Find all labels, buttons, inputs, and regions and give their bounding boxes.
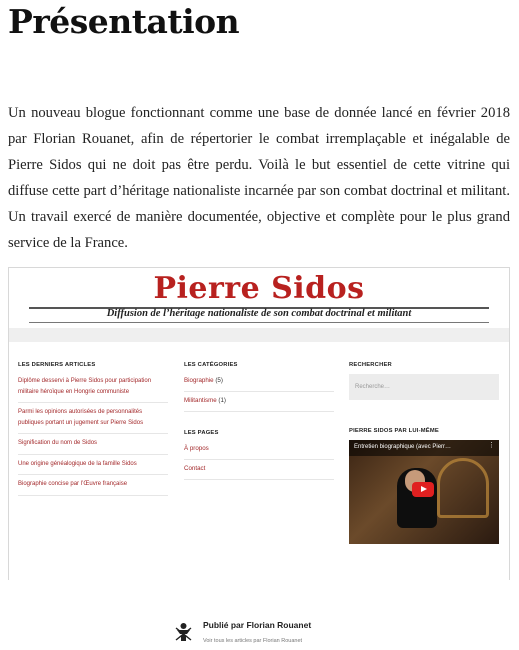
page-link[interactable]: À propos (184, 445, 209, 452)
category-item[interactable] (184, 374, 334, 392)
blog-screenshot (8, 267, 510, 644)
recent-post-link[interactable]: Parmi les opinions autorisées de personnalités publiques portant un jugement sur Pierre Sidos (18, 405, 168, 434)
site-title: Pierre Sidos (153, 271, 365, 306)
page-title: Présentation (8, 2, 240, 41)
recent-post-link[interactable]: Biographie concise par l’Œuvre française (18, 477, 168, 496)
video-title[interactable]: Entretien biographique (avec Pierr… (354, 444, 452, 450)
sidebar-right (349, 362, 501, 544)
video-arch-decor (437, 458, 489, 518)
recent-post-link[interactable]: Une origine généalogique de la famille Sidos (18, 457, 168, 476)
recent-post-link[interactable]: Diplôme desservi à Pierre Sidos pour participation militaire héroïque en Hongrie communiste (18, 374, 168, 403)
video-heading: PIERRE SIDOS PAR LUI-MÊME (349, 428, 439, 434)
recent-posts-heading: LES DERNIERS ARTICLES (18, 362, 96, 368)
categories-widget (184, 362, 334, 498)
banner-rule-bottom (29, 322, 489, 323)
recent-posts-widget (18, 362, 168, 498)
banner-gap (9, 328, 509, 342)
video-embed[interactable] (349, 440, 499, 544)
author-published-by[interactable]: Publié par Florian Rouanet (203, 620, 312, 630)
category-link[interactable]: Biographie (184, 377, 214, 384)
categories-heading: LES CATÉGORIES (184, 362, 238, 368)
category-link[interactable]: Militantisme (184, 397, 217, 404)
author-box (175, 620, 365, 650)
pages-heading: LES PAGES (184, 430, 219, 436)
site-banner (9, 268, 509, 328)
page-item[interactable] (184, 442, 334, 460)
site-tagline: Diffusion de l’héritage nationaliste de son combat doctrinal et militant (106, 308, 412, 319)
category-item[interactable] (184, 394, 334, 412)
widget-area (9, 342, 509, 644)
author-all-posts-link[interactable]: Voir tous les articles par Florian Rouanet (203, 638, 303, 644)
search-heading: RECHERCHER (349, 362, 392, 368)
play-button-icon[interactable] (412, 482, 434, 497)
intro-paragraph: Un nouveau blogue fonctionnant comme une base de donnée lancé en février 2018 par Florian Rouanet, afin de répertorier le combat irremplaçable et inégalable de Pierre Sidos qui ne doit pas être perdu. Voilà le but essentiel de cette vitrine qui diffuse cette part d’héritage nationaliste incarnée par son combat doctrinal et militant. Un travail exercé de manière documentée, objective et complète pour le plus grand service de la France. (8, 105, 510, 251)
page-link[interactable]: Contact (184, 465, 206, 472)
category-count: (5) (215, 377, 223, 384)
author-avatar-icon (175, 622, 192, 642)
category-count: (1) (218, 397, 226, 404)
search-input[interactable]: Recherche… (349, 374, 499, 400)
more-vert-icon[interactable]: ⋮ (488, 441, 495, 449)
page-item[interactable] (184, 462, 334, 480)
recent-post-link[interactable]: Signification du nom de Sidos (18, 436, 168, 455)
